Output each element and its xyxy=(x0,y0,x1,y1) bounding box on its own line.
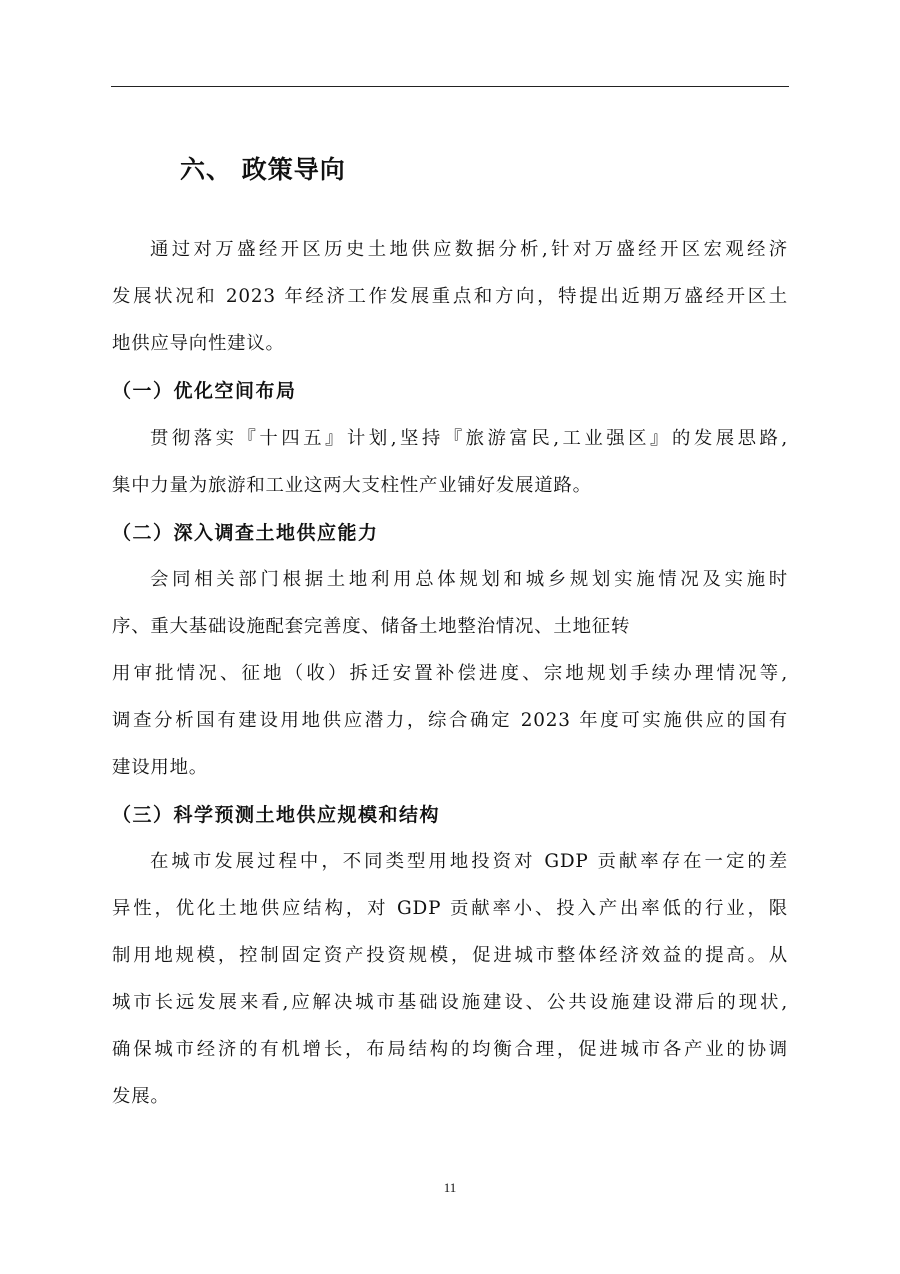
section-2-line-2: 序、重大基础设施配套完善度、储备土地整治情况、土地征转 xyxy=(112,616,631,637)
section-title: 六、 政策导向 xyxy=(180,155,346,184)
intro-line-2: 发展状况和 2023 年经济工作发展重点和方向，特提出近期万盛经开区土 xyxy=(112,286,788,307)
section-2-line-4: 调查分析国有建设用地供应潜力，综合确定 2023 年度可实施供应的国有 xyxy=(112,710,788,731)
intro-line-3: 地供应导向性建议。 xyxy=(112,333,285,354)
section-2-line-1: 会同相关部门根据土地利用总体规划和城乡规划实施情况及实施时 xyxy=(150,569,788,590)
section-1-line-2: 集中力量为旅游和工业这两大支柱性产业铺好发展道路。 xyxy=(112,475,592,496)
heading-1: （一）优化空间布局 xyxy=(112,380,297,402)
section-3-line-1: 在城市发展过程中，不同类型用地投资对 GDP 贡献率存在一定的差 xyxy=(150,851,788,872)
section-3-line-4: 城市长远发展来看,应解决城市基础设施建设、公共设施建设滞后的现状, xyxy=(112,992,788,1013)
section-2-line-5: 建设用地。 xyxy=(112,757,208,778)
intro-line-1: 通过对万盛经开区历史土地供应数据分析,针对万盛经开区宏观经济 xyxy=(150,239,788,260)
section-1-line-1: 贯彻落实『十四五』计划,坚持『旅游富民,工业强区』的发展思路, xyxy=(150,428,788,449)
section-3-line-5: 确保城市经济的有机增长，布局结构的均衡合理，促进城市各产业的协调 xyxy=(112,1039,788,1060)
section-3-line-6: 发展。 xyxy=(112,1086,170,1107)
heading-3: （三）科学预测土地供应规模和结构 xyxy=(112,804,441,826)
section-2-line-3: 用审批情况、征地（收）拆迁安置补偿进度、宗地规划手续办理情况等, xyxy=(112,663,788,684)
page-number: 11 xyxy=(443,1180,457,1195)
section-3-line-2: 异性，优化土地供应结构，对 GDP 贡献率小、投入产出率低的行业，限 xyxy=(112,898,788,919)
heading-2: （二）深入调查土地供应能力 xyxy=(112,522,379,544)
header-rule xyxy=(111,86,789,87)
section-3-line-3: 制用地规模，控制固定资产投资规模，促进城市整体经济效益的提高。从 xyxy=(112,945,788,966)
